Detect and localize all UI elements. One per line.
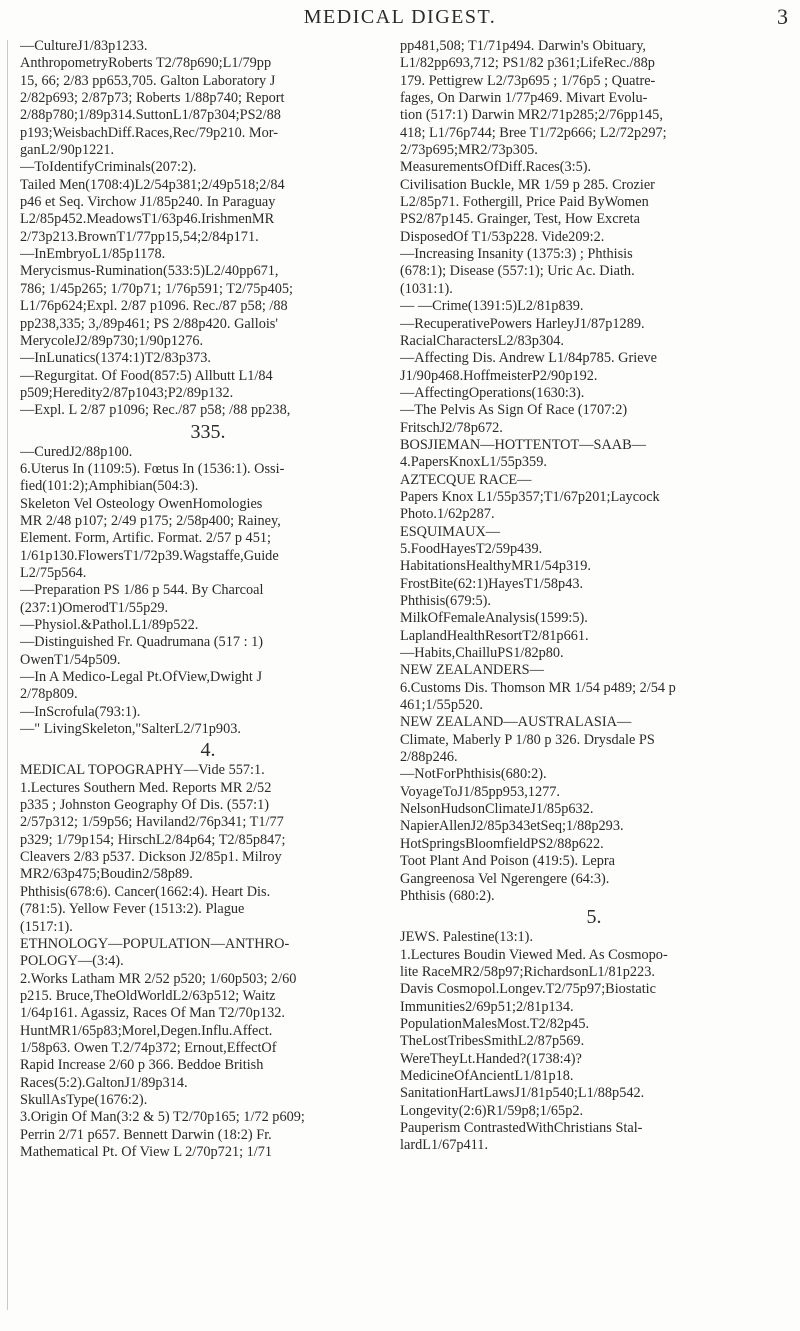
index-line: Photo.1/62p287. [400, 506, 495, 523]
index-line: —Distinguished Fr. Quadrumana (517 : 1) [20, 634, 264, 651]
section-number: 335. [190, 420, 226, 443]
index-line: 786; 1/45p265; 1/70p71; 1/76p591; T2/75p405; [20, 280, 293, 297]
index-line: —Regurgitat. Of Food(857:5) Allbutt L1/84 [20, 367, 273, 384]
index-line: L2/85p71. Fothergill, Price Paid ByWomen [400, 194, 649, 211]
index-line: 2/82p693; 2/87p73; Roberts 1/88p740; Report [20, 90, 285, 107]
index-line: —CuredJ2/88p100. [20, 443, 133, 460]
index-line: (678:1); Disease (557:1); Uric Ac. Diath. [400, 263, 635, 280]
index-line: ETHNOLOGY—POPULATION—ANTHRO- [20, 935, 290, 952]
index-line: LaplandHealthResortT2/81p661. [400, 627, 589, 644]
index-line: PopulationMalesMost.T2/82p45. [400, 1015, 590, 1032]
page-edge-shadow [7, 40, 8, 1310]
index-line: 1/64p161. Agassiz, Races Of Man T2/70p132. [20, 1005, 285, 1022]
index-line: J1/90p468.HoffmeisterP2/90p192. [400, 367, 598, 384]
index-line: —Expl. L 2/87 p1096; Rec./87 p58; /88 pp238, [20, 402, 291, 419]
index-line: Merycismus-Rumination(533:5)L2/40pp671, [20, 263, 279, 280]
index-line: 418; L1/76p744; Bree T1/72p666; L2/72p297; [400, 124, 667, 141]
index-line: MedicineOfAncientL1/81p18. [400, 1067, 574, 1084]
index-line: Cleavers 2/83 p537. Dickson J2/85p1. Milroy [20, 849, 282, 866]
index-line: p509;Heredity2/87p1043;P2/89p132. [20, 384, 234, 401]
index-line: OwenT1/54p509. [20, 651, 121, 668]
running-head [0, 2, 800, 36]
index-line: Papers Knox L1/55p357;T1/67p201;Laycock [400, 488, 660, 505]
index-line: NEW ZEALAND—AUSTRALASIA— [400, 714, 632, 731]
index-line: Rapid Increase 2/60 p 366. Beddoe British [20, 1057, 264, 1074]
index-line: Perrin 2/71 p657. Bennett Darwin (18:2) Fr. [20, 1126, 272, 1143]
index-line: —CultureJ1/83p1233. [20, 38, 148, 54]
index-line: HuntMR1/65p83;Morel,Degen.Influ.Affect. [20, 1022, 273, 1039]
index-line: 2.Works Latham MR 2/52 p520; 1/60p503; 2/60 [20, 970, 297, 987]
index-line: L2/85p452.MeadowsT1/63p46.IrishmenMR [20, 211, 275, 228]
index-line: —Affecting Dis. Andrew L1/84p785. Grieve [400, 350, 658, 367]
index-line: 2/88p246. [400, 749, 458, 766]
index-line: —In A Medico-Legal Pt.OfView,Dwight J [20, 669, 263, 686]
index-line: Mathematical Pt. Of View L 2/70p721; 1/71 [20, 1143, 273, 1160]
section-number: 5. [586, 906, 602, 929]
index-line: —ToIdentifyCriminals(207:2). [20, 159, 197, 176]
index-line: Pauperism ContrastedWithChristians Stal- [400, 1119, 643, 1136]
index-line: 1.Lectures Boudin Viewed Med. As Cosmopo- [400, 946, 668, 963]
index-line: —AffectingOperations(1630:3). [400, 384, 585, 401]
index-line: 2/88p780;1/89p314.SuttonL1/87p304;PS2/88 [20, 107, 281, 124]
index-line: Civilisation Buckle, MR 1/59 p 285. Crozier [400, 176, 655, 193]
index-line: DisposedOf T1/53p228. Vide209:2. [400, 228, 605, 245]
index-line: —InScrofula(793:1). [20, 703, 141, 720]
index-line: Skeleton Vel Osteology OwenHomologies [20, 495, 263, 512]
index-line: 179. Pettigrew L2/73p695 ; 1/76p5 ; Quatre- [400, 72, 656, 89]
index-line: (781:5). Yellow Fever (1513:2). Plague [20, 901, 245, 918]
index-line: p329; 1/79p154; HirschL2/84p64; T2/85p847; [20, 831, 286, 848]
index-line: —The Pelvis As Sign Of Race (1707:2) [400, 402, 628, 419]
index-line: NapierAllenJ2/85p343etSeq;1/88p293. [400, 818, 624, 835]
index-line: —Increasing Insanity (1375:3) ; Phthisis [400, 246, 633, 263]
index-line: BOSJIEMAN—HOTTENTOT—SAAB— [400, 436, 646, 453]
index-line: WereTheyLt.Handed?(1738:4)? [400, 1050, 582, 1067]
index-line: Phthisis (680:2). [400, 887, 495, 904]
index-line: NEW ZEALANDERS— [400, 662, 544, 679]
index-line: 1.Lectures Southern Med. Reports MR 2/52 [20, 779, 272, 796]
left-column [20, 38, 396, 1161]
index-line: —RecuperativePowers HarleyJ1/87p1289. [400, 315, 645, 332]
index-line: —InEmbryoL1/85p1178. [20, 246, 166, 263]
index-line: lite RaceMR2/58p97;RichardsonL1/81p223. [400, 963, 655, 980]
index-line: MeasurementsOfDiff.Races(3:5). [400, 159, 592, 176]
index-line: Davis Cosmopol.Longev.T2/75p97;Biostatic [400, 981, 657, 998]
index-line: MerycoleJ2/89p730;1/90p1276. [20, 332, 204, 349]
index-line: Climate, Maberly P 1/80 p 326. Drysdale PS [400, 731, 655, 748]
index-line: —Preparation PS 1/86 p 544. By Charcoal [20, 582, 264, 599]
index-line: NelsonHudsonClimateJ1/85p632. [400, 801, 594, 818]
index-line: fied(101:2);Amphibian(504:3). [20, 478, 199, 495]
index-line: —NotForPhthisis(680:2). [400, 766, 547, 783]
running-title: MEDICAL DIGEST. [303, 6, 497, 28]
index-line: 1/61p130.FlowersT1/72p39.Wagstaffe,Guide [20, 547, 279, 564]
index-line: FritschJ2/78p672. [400, 419, 503, 436]
index-line: POLOGY—(3:4). [20, 953, 124, 970]
index-line: —Physiol.&Pathol.L1/89p522. [20, 617, 199, 633]
index-line: —" LivingSkeleton,"SalterL2/71p903. [20, 721, 241, 738]
index-line: ganL2/90p1221. [20, 142, 115, 159]
index-line: 3.Origin Of Man(3:2 & 5) T2/70p165; 1/72 p609; [20, 1109, 305, 1126]
index-line: PS2/87p145. Grainger, Test, How Excreta [400, 211, 640, 228]
index-line: p215. Bruce,TheOldWorldL2/63p512; Waitz [20, 987, 276, 1004]
index-line: pp238,335; 3,/89p461; PS 2/88p420. Gallois' [20, 315, 278, 332]
right-column [400, 38, 788, 1155]
index-line: Phthisis(678:6). Cancer(1662:4). Heart Dis. [20, 883, 271, 900]
index-line: (237:1)OmerodT1/55p29. [20, 599, 169, 616]
index-line: TheLostTribesSmithL2/87p569. [400, 1033, 585, 1050]
index-line: — —Crime(1391:5)L2/81p839. [400, 298, 584, 315]
index-line: HotSpringsBloomfieldPS2/88p622. [400, 835, 604, 852]
index-line: Phthisis(679:5). [400, 593, 491, 609]
index-line: MEDICAL TOPOGRAPHY—Vide 557:1. [20, 762, 265, 779]
index-line: 4.PapersKnoxL1/55p359. [400, 454, 547, 471]
index-line: SanitationHartLawsJ1/81p540;L1/88p542. [400, 1085, 645, 1102]
index-line: 2/73p213.BrownT1/77pp15,54;2/84p171. [20, 228, 259, 245]
index-line: MR 2/48 p107; 2/49 p175; 2/58p400; Rainey, [20, 512, 281, 529]
index-line: fages, On Darwin 1/77p469. Mivart Evolu- [400, 90, 648, 107]
index-line: Gangreenosa Vel Ngerengere (64:3). [400, 870, 610, 887]
index-line: 2/78p809. [20, 686, 78, 703]
index-line: Tailed Men(1708:4)L2/54p381;2/49p518;2/84 [20, 176, 285, 193]
index-line: L1/82pp693,712; PS1/82 p361;LifeRec./88p [400, 55, 655, 72]
index-line: L1/76p624;Expl. 2/87 p1096. Rec./87 p58; /88 [20, 298, 288, 315]
index-line: pp481,508; T1/71p494. Darwin's Obituary, [400, 38, 646, 54]
index-line: (1031:1). [400, 280, 453, 297]
index-line: VoyageToJ1/85pp953,1277. [400, 783, 560, 800]
index-line: ESQUIMAUX— [400, 523, 501, 540]
index-line: MilkOfFemaleAnalysis(1599:5). [400, 610, 588, 627]
index-line: 2/73p695;MR2/73p305. [400, 142, 538, 159]
index-line: —InLunatics(1374:1)T2/83p373. [20, 350, 211, 367]
index-line: L2/75p564. [20, 564, 87, 581]
index-line: SkullAsType(1676:2). [20, 1091, 148, 1108]
index-line: MR2/63p475;Boudin2/58p89. [20, 866, 193, 883]
index-line: FrostBite(62:1)HayesT1/58p43. [400, 575, 584, 592]
index-line: —Habits,ChailluPS1/82p80. [400, 645, 564, 662]
section-number: 4. [200, 739, 216, 762]
index-line: Element. Form, Artific. Format. 2/57 p 451; [20, 530, 271, 547]
index-line: 15, 66; 2/83 pp653,705. Galton Laboratory J [20, 72, 276, 89]
index-line: tion (517:1) Darwin MR2/71p285;2/76pp145, [400, 107, 663, 124]
index-line: p335 ; Johnston Geography Of Dis. (557:1) [20, 797, 269, 814]
index-line: Races(5:2).GaltonJ1/89p314. [20, 1074, 188, 1091]
page-number: 3 [777, 4, 788, 29]
index-line: AnthropometryRoberts T2/78p690;L1/79pp [20, 55, 272, 72]
index-line: lardL1/67p411. [400, 1137, 489, 1154]
index-line: Longevity(2:6)R1/59p8;1/65p2. [400, 1102, 584, 1119]
index-line: 6.Uterus In (1109:5). Fœtus In (1536:1). Ossi- [20, 460, 285, 477]
index-line: p46 et Seq. Virchow J1/85p240. In Paraguay [20, 194, 276, 211]
index-line: 461;1/55p520. [400, 697, 484, 714]
index-line: p193;WeisbachDiff.Races,Rec/79p210. Mor- [20, 124, 278, 141]
index-line: 5.FoodHayesT2/59p439. [400, 540, 543, 557]
index-line: 6.Customs Dis. Thomson MR 1/54 p489; 2/54 p [400, 679, 676, 696]
index-line: HabitationsHealthyMR1/54p319. [400, 558, 592, 575]
index-line: 1/58p63. Owen T.2/74p372; Ernout,EffectOf [20, 1039, 277, 1056]
index-line: RacialCharactersL2/83p304. [400, 332, 564, 349]
index-line: (1517:1). [20, 918, 73, 935]
index-line: AZTECQUE RACE— [400, 471, 532, 488]
index-line: JEWS. Palestine(13:1). [400, 929, 534, 946]
index-line: Toot Plant And Poison (419:5). Lepra [400, 853, 616, 870]
index-line: Immunities2/69p51;2/81p134. [400, 998, 574, 1015]
index-line: 2/57p312; 1/59p56; Haviland2/76p341; T1/77 [20, 814, 284, 831]
